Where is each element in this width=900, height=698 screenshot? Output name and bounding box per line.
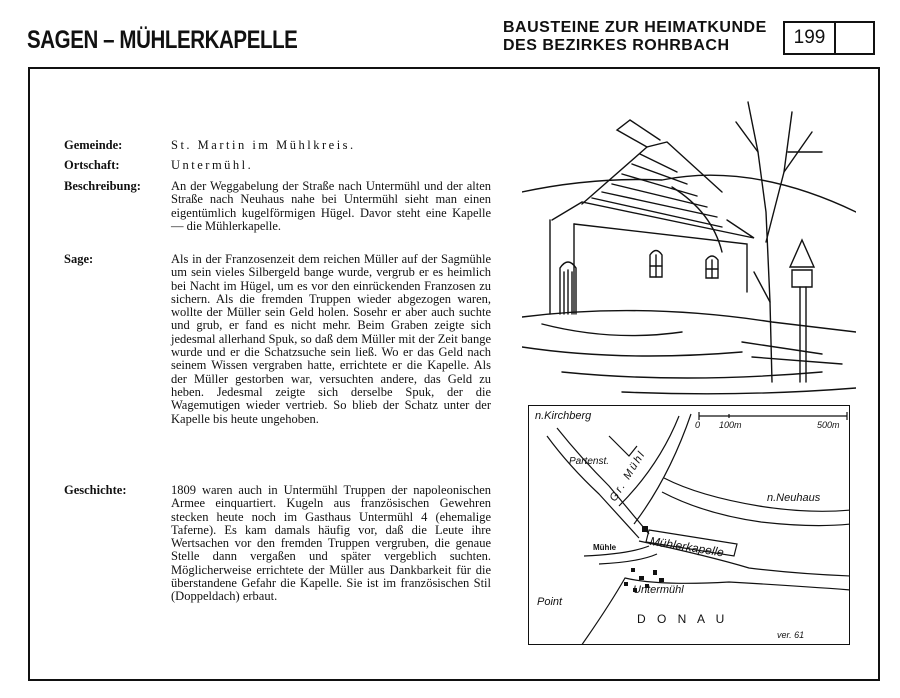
entry-value: Untermühl. <box>171 158 254 172</box>
series-line-2: DES BEZIRKES ROHRBACH <box>503 37 730 54</box>
entry-label: Beschreibung: <box>64 179 141 193</box>
entry-label: Geschichte: <box>64 483 127 497</box>
map-label-point: Point <box>537 596 563 608</box>
map-label-kirchberg: n.Kirchberg <box>535 410 592 422</box>
entry-label: Sage: <box>64 252 94 266</box>
map-label-partenst: Partenst. <box>569 456 610 467</box>
entry-value: St. Martin im Mühlkreis. <box>171 138 356 152</box>
sheet-number-box <box>783 21 875 55</box>
map-label-neuhaus: n.Neuhaus <box>767 492 821 504</box>
entry-value: Als in der Franzosenzeit dem reichen Müller auf der Sagmühle um sein vieles Silbergeld bange wurde, vergrub er es heimlich bei Nacht im Hügel, um es vor den einrückenden Franzosen zu sichern. Als die fremden Truppen wieder abgezogen waren, wollte der Müller sein Geld holen. Sosehr er aber auch suchte und grub, er fand es nicht mehr. Beim Graben zeigte sich jedesmal allerhand Spuk, so daß dem Müller mit der Zeit bange wurde und er die Schatzsuche sein ließ. Wo er das Geld nach seinem Wissen vergraben hatte, errichtete er die Kapelle. Als der Müller gestorben war, versuchten andere, das Geld zu heben. Jedesmal zeigte sich derselbe Spuk, der die Wagemutigen wieder vertrieb. So blieb der Schatz unter der Kapelle bis heute ungehoben. <box>171 252 491 426</box>
chapel-sketch <box>522 92 856 402</box>
entry-value: An der Weggabelung der Straße nach Untermühl und der alten Straße nach Neuhaus nahe bei Untermühl sieht man einen eigentümlich kugelförmigen Hügel. Davor steht eine Kapelle — die Mühlerkapelle. <box>171 179 491 233</box>
series-line-1: BAUSTEINE ZUR HEIMATKUNDE <box>503 19 767 36</box>
map-label-scale-0: 0 <box>695 420 701 430</box>
location-map <box>528 405 850 645</box>
map-drawing <box>529 406 850 645</box>
map-label-scale-500: 500m <box>817 420 840 430</box>
map-label-river: Gr. Mühl <box>607 448 649 504</box>
map-label-signature: ver. 61 <box>777 630 805 640</box>
map-label-muehle: Mühle <box>593 543 617 552</box>
map-label-scale-100: 100m <box>719 420 742 430</box>
entry-label: Gemeinde: <box>64 138 123 152</box>
map-label-donau: D O N A U <box>637 612 729 626</box>
entry-value: 1809 waren auch in Untermühl Truppen der napoleonischen Armee einquartiert. Kugeln aus französischen Gewehren stecken heute noch im Gasthaus Untermühl 4 (ehemalige Taferne). Es kam damals häufig vor, daß die Leute ihre Wertsachen vor den fremden Truppen vergruben, die genaue Stelle dann vergaßen und später vergeblich suchten. Möglicherweise errichtete der Müller aus Dankbarkeit für die überstandene Gefahr die Kapelle. Sie ist im französischen Stil (Doppeldach) erbaut. <box>171 483 491 604</box>
sheet-number: 199 <box>785 23 836 53</box>
series-title <box>503 19 767 55</box>
map-label-chapel: Mühlerkapelle <box>648 534 725 560</box>
map-label-untermuehl: Untermühl <box>633 584 684 596</box>
entry-label: Ortschaft: <box>64 158 120 172</box>
page-title: SAGEN – MÜHLERKAPELLE <box>27 26 298 54</box>
